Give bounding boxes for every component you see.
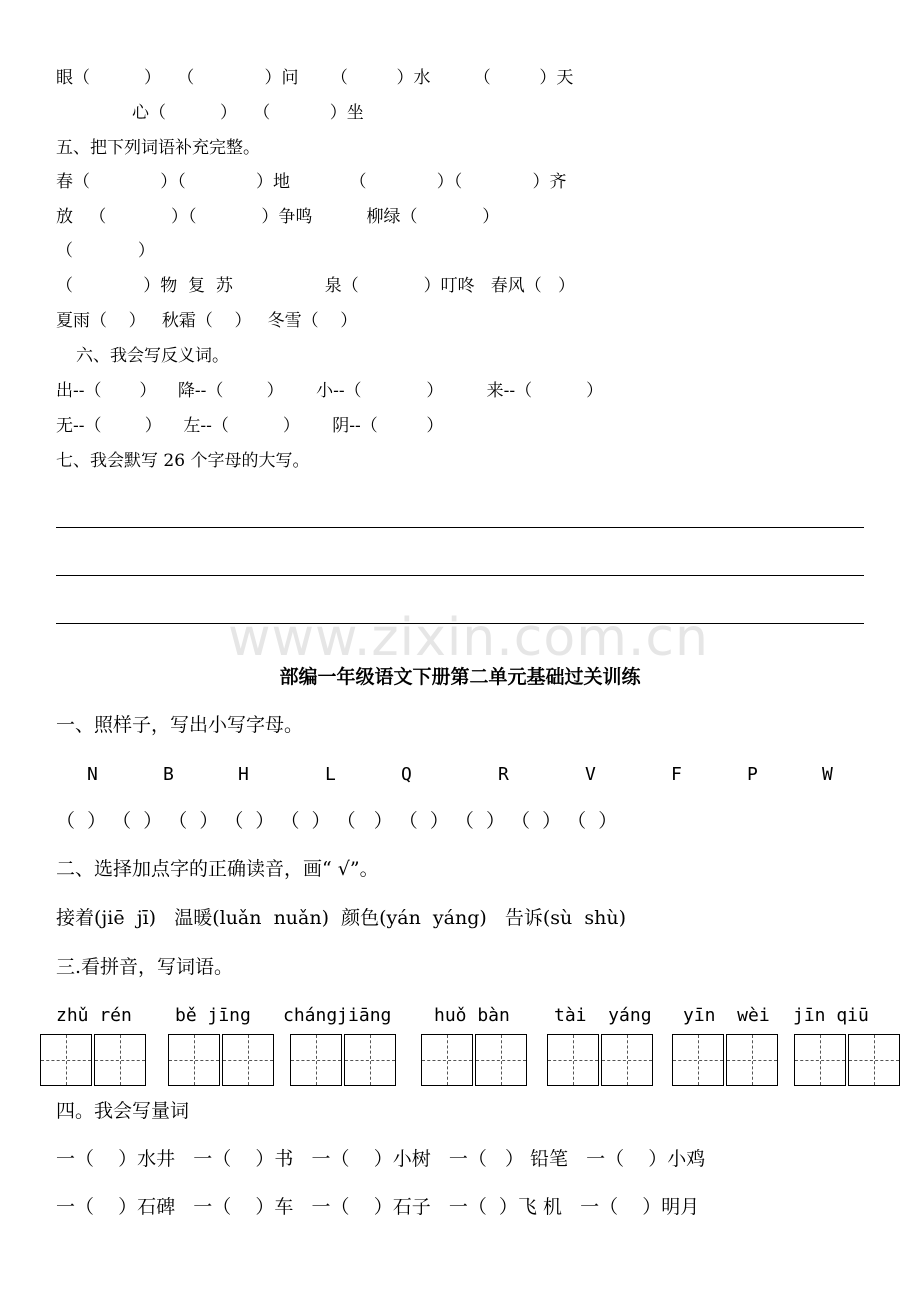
tianzige-cell[interactable]: [848, 1034, 900, 1086]
tianzige-cell[interactable]: [601, 1034, 653, 1086]
q5-row: （ ）: [56, 241, 155, 261]
tianzige-cell[interactable]: [222, 1034, 274, 1086]
tianzige-cell[interactable]: [726, 1034, 778, 1086]
watermark: www.zixin.com.cn: [228, 608, 709, 668]
q7-title: 七、我会默写 26 个字母的大写。: [56, 451, 310, 471]
pinyin-label: jīn qiū: [793, 1005, 869, 1026]
tianzige-pair[interactable]: [547, 1034, 653, 1088]
uppercase-letter: R: [498, 764, 509, 785]
tianzige-cell[interactable]: [344, 1034, 396, 1086]
u2-q3-title: 三.看拼音，写词语。: [56, 956, 234, 978]
pinyin-label: huǒ bàn: [434, 1005, 510, 1026]
tianzige-pair[interactable]: [672, 1034, 778, 1088]
uppercase-letter: B: [163, 764, 174, 785]
pronunciation-row: 接着(jiē jī) 温暖(luǎn nuǎn) 颜色(yán yáng) 告诉(sù shù): [56, 907, 627, 929]
q5-row: 放 （ ）（ ）争鸣 柳绿（ ）: [56, 207, 500, 227]
q5-title: 五、把下列词语补充完整。: [56, 138, 260, 158]
uppercase-letter: L: [325, 764, 336, 785]
tianzige-pair[interactable]: [290, 1034, 396, 1088]
pinyin-label: zhǔ rén: [56, 1005, 132, 1026]
q5-row: 春（ ）（ ）地 （ ）（ ）齐: [56, 172, 567, 192]
tianzige-cell[interactable]: [475, 1034, 527, 1086]
u2-q4-title: 四。我会写量词: [56, 1100, 190, 1122]
writing-line: [56, 575, 864, 576]
pinyin-label: yīn wèi: [683, 1005, 770, 1026]
unit2-title: 部编一年级语文下册第二单元基础过关训练: [279, 666, 641, 688]
tianzige-cell[interactable]: [547, 1034, 599, 1086]
tianzige-pair[interactable]: [794, 1034, 900, 1088]
q6-row: 无--（ ） 左--（ ） 阴--（ ）: [56, 416, 444, 436]
pinyin-label: chángjiāng: [283, 1005, 392, 1026]
writing-line: [56, 527, 864, 528]
tianzige-cell[interactable]: [794, 1034, 846, 1086]
fill-row-1: 眼（ ） （ ）问 （ ）水 （ ）天: [56, 68, 574, 88]
uppercase-letter: W: [822, 764, 833, 785]
fill-row-2: 心（ ） （ ）坐: [132, 103, 364, 123]
tianzige-cell[interactable]: [672, 1034, 724, 1086]
q6-row: 出--（ ） 降--（ ） 小--（ ） 来--（ ）: [56, 381, 604, 401]
u2-q2-title: 二、选择加点字的正确读音，画“ √”。: [56, 858, 379, 880]
tianzige-cell[interactable]: [421, 1034, 473, 1086]
measure-word-row: 一（ ）石碑 一（ ）车 一（ ）石子 一（ ）飞 机 一（ ）明月: [56, 1196, 700, 1218]
uppercase-letter: Q: [401, 764, 412, 785]
pinyin-label: bě jīng: [175, 1005, 251, 1026]
uppercase-letter: H: [238, 764, 249, 785]
tianzige-cell[interactable]: [94, 1034, 146, 1086]
tianzige-cell[interactable]: [168, 1034, 220, 1086]
q5-row: （ ）物 复 苏 泉（ ）叮咚 春风（ ）: [56, 276, 575, 296]
lowercase-brackets: （ ） （ ） （ ） （ ） （ ） （ ） （ ） （ ） （ ） （ ）: [56, 810, 618, 832]
uppercase-letter: F: [671, 764, 682, 785]
q5-row: 夏雨（ ） 秋霜（ ） 冬雪（ ）: [56, 311, 358, 331]
tianzige-pair[interactable]: [40, 1034, 146, 1088]
uppercase-letter: V: [585, 764, 596, 785]
u2-q1-title: 一、照样子，写出小写字母。: [56, 714, 304, 736]
tianzige-cell[interactable]: [290, 1034, 342, 1086]
tianzige-pair[interactable]: [168, 1034, 274, 1088]
pinyin-label: tài yáng: [554, 1005, 652, 1026]
uppercase-letter: P: [747, 764, 758, 785]
tianzige-pair[interactable]: [421, 1034, 527, 1088]
measure-word-row: 一（ ）水井 一（ ）书 一（ ）小树 一（ ） 铅笔 一（ ）小鸡: [56, 1148, 706, 1170]
q6-title: 六、我会写反义词。: [76, 346, 229, 366]
tianzige-cell[interactable]: [40, 1034, 92, 1086]
uppercase-letter: N: [87, 764, 98, 785]
